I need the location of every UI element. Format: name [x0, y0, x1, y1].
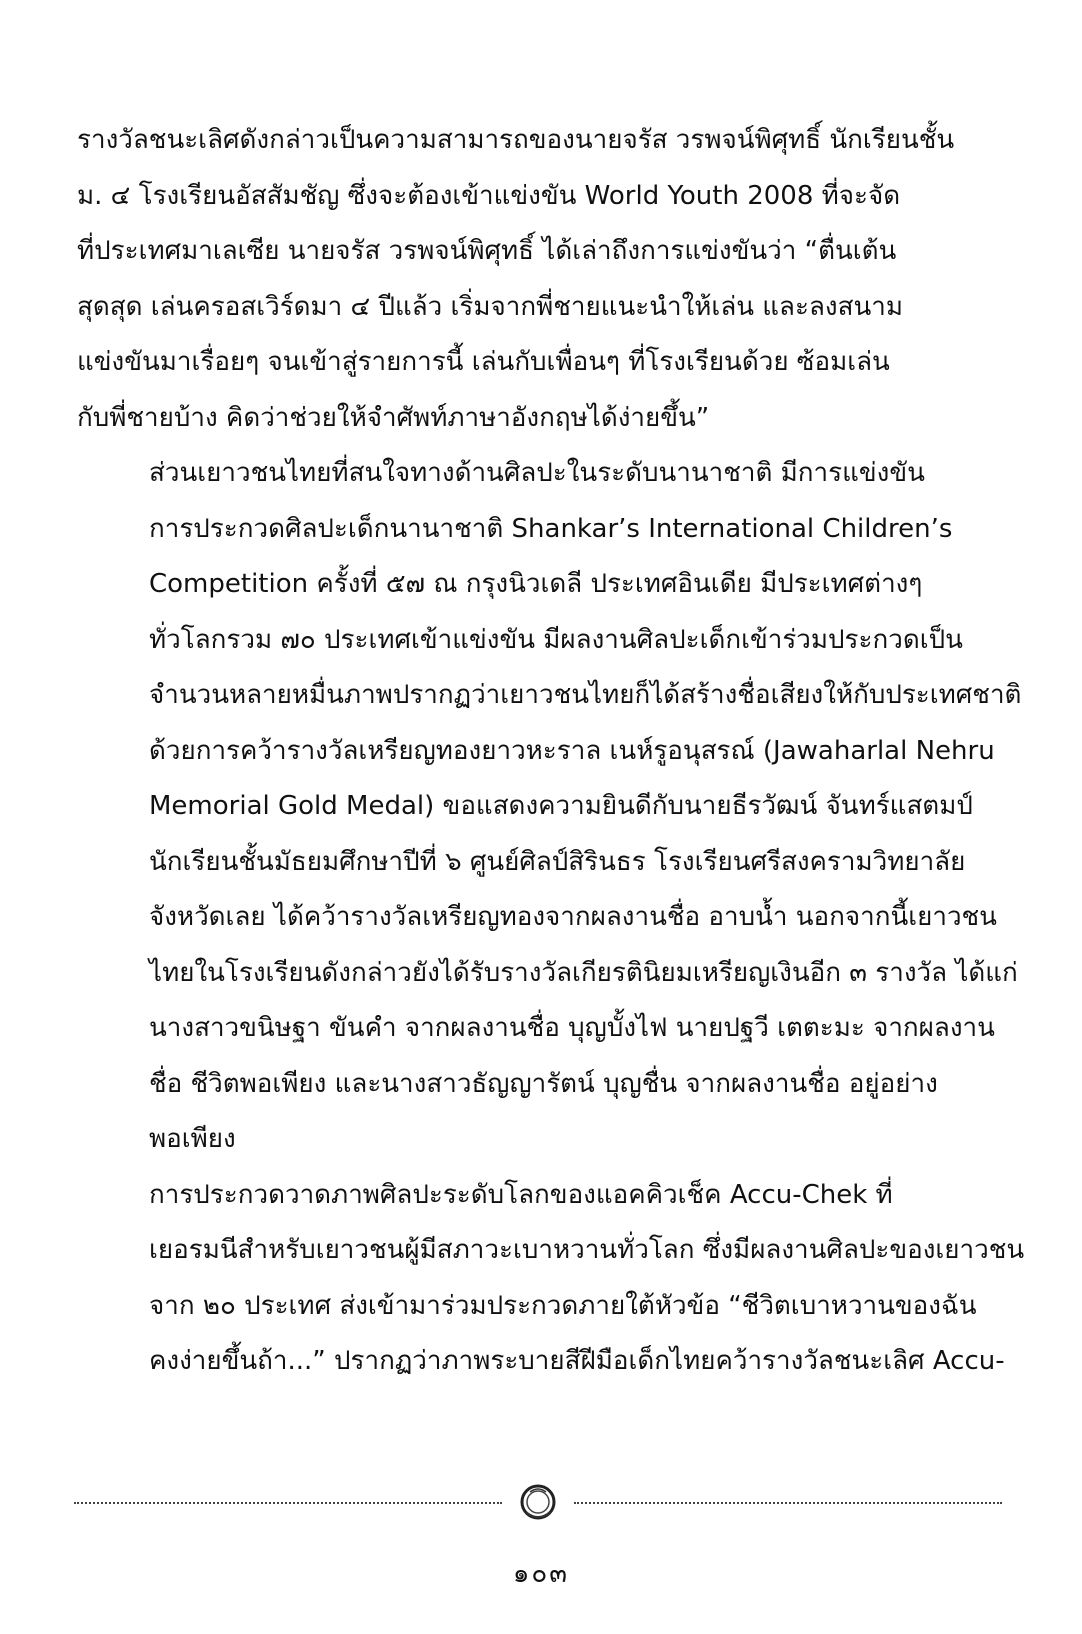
text-line: รางวัลชนะเลิศดังกล่าวเป็นความสามารถของนายจรัส วรพจน์พิศุทธิ์ นักเรียนชั้น [77, 125, 955, 155]
text-line: ชื่อ ชีวิตพอเพียง และนางสาวธัญญารัตน์ บุญชื่น จากผลงานชื่อ อยู่อย่าง [149, 1068, 938, 1099]
footer-divider [74, 1482, 1002, 1522]
text-line: Memorial Gold Medal) ขอแสดงความยินดีกับนายธีรวัฒน์ จันทร์แสตมป์ [149, 791, 973, 821]
paragraph [77, 113, 1005, 446]
text-line: จังหวัดเลย ได้คว้ารางวัลเหรียญทองจากผลงานชื่อ อาบน้ำ นอกจากนี้เยาวชน [149, 902, 997, 932]
text-line: จำนวนหลายหมื่นภาพปรากฏว่าเยาวชนไทยก็ได้สร้างชื่อเสียงให้กับประเทศชาติ [149, 680, 1022, 710]
page-number: ๑๐๓ [512, 1559, 570, 1589]
text-line: ด้วยการคว้ารางวัลเหรียญทองยาวหะราล เนห์รูอนุสรณ์ (Jawaharlal Nehru [149, 735, 995, 766]
footer-dotted-line-left [74, 1502, 502, 1504]
text-line: ม. ๔ โรงเรียนอัสสัมชัญ ซึ่งจะต้องเข้าแข่งขัน World Youth 2008 ที่จะจัด [77, 180, 901, 211]
footer-dotted-line-right [574, 1502, 1002, 1504]
text-line: คงง่ายขึ้นถ้า...” ปรากฏว่าภาพระบายสีฝีมือเด็กไทยคว้ารางวัลชนะเลิศ Accu- [149, 1346, 1005, 1376]
text-line: ไทยในโรงเรียนดังกล่าวยังได้รับรางวัลเกียรตินิยมเหรียญเงินอีก ๓ รางวัล ได้แก่ [149, 957, 1018, 988]
document-body [77, 113, 1025, 1390]
text-line: ที่ประเทศมาเลเซีย นายจรัส วรพจน์พิศุทธิ์ ได้เล่าถึงการแข่งขันว่า “ตื่นเต้น [77, 236, 897, 266]
circular-emblem-icon [518, 1482, 558, 1522]
text-line: พอเพียง [149, 1124, 236, 1154]
text-line: นักเรียนชั้นมัธยมศึกษาปีที่ ๖ ศูนย์ศิลป์สิรินธร โรงเรียนศรีสงครามวิทยาลัย [149, 846, 966, 877]
text-line: สุดสุด เล่นครอสเวิร์ดมา ๔ ปีแล้ว เริ่มจากพี่ชายแนะนำให้เล่น และลงสนาม [77, 291, 903, 322]
paragraph [77, 1168, 1025, 1390]
text-line: การประกวดศิลปะเด็กนานาชาติ Shankar’s International Children’s [149, 513, 953, 544]
text-line: การประกวดวาดภาพศิลปะระดับโลกของแอคคิวเช็ค Accu-Chek ที่ [149, 1179, 893, 1210]
text-line: Competition ครั้งที่ ๕๗ ณ กรุงนิวเดลี ประเทศอินเดีย มีประเทศต่างๆ [149, 569, 923, 599]
text-line: แข่งขันมาเรื่อยๆ จนเข้าสู่รายการนี้ เล่นกับเพื่อนๆ ที่โรงเรียนด้วย ซ้อมเล่น [77, 347, 890, 377]
text-line: เยอรมนีสำหรับเยาวชนผู้มีสภาวะเบาหวานทั่วโลก ซึ่งมีผลงานศิลปะของเยาวชน [149, 1235, 1025, 1265]
text-line: จาก ๒๐ ประเทศ ส่งเข้ามาร่วมประกวดภายใต้หัวข้อ “ชีวิตเบาหวานของฉัน [149, 1290, 977, 1321]
text-line: กับพี่ชายบ้าง คิดว่าช่วยให้จำศัพท์ภาษาอังกฤษได้ง่ายขึ้น” [77, 402, 710, 433]
paragraph [77, 446, 1022, 1168]
text-line: ทั่วโลกรวม ๗๐ ประเทศเข้าแข่งขัน มีผลงานศิลปะเด็กเข้าร่วมประกวดเป็น [149, 624, 963, 655]
text-line: นางสาวขนิษฐา ขันคำ จากผลงานชื่อ บุญบั้งไฟ นายปฐวี เตตะมะ จากผลงาน [149, 1013, 995, 1043]
text-line: ส่วนเยาวชนไทยที่สนใจทางด้านศิลปะในระดับนานาชาติ มีการแข่งขัน [149, 458, 925, 488]
